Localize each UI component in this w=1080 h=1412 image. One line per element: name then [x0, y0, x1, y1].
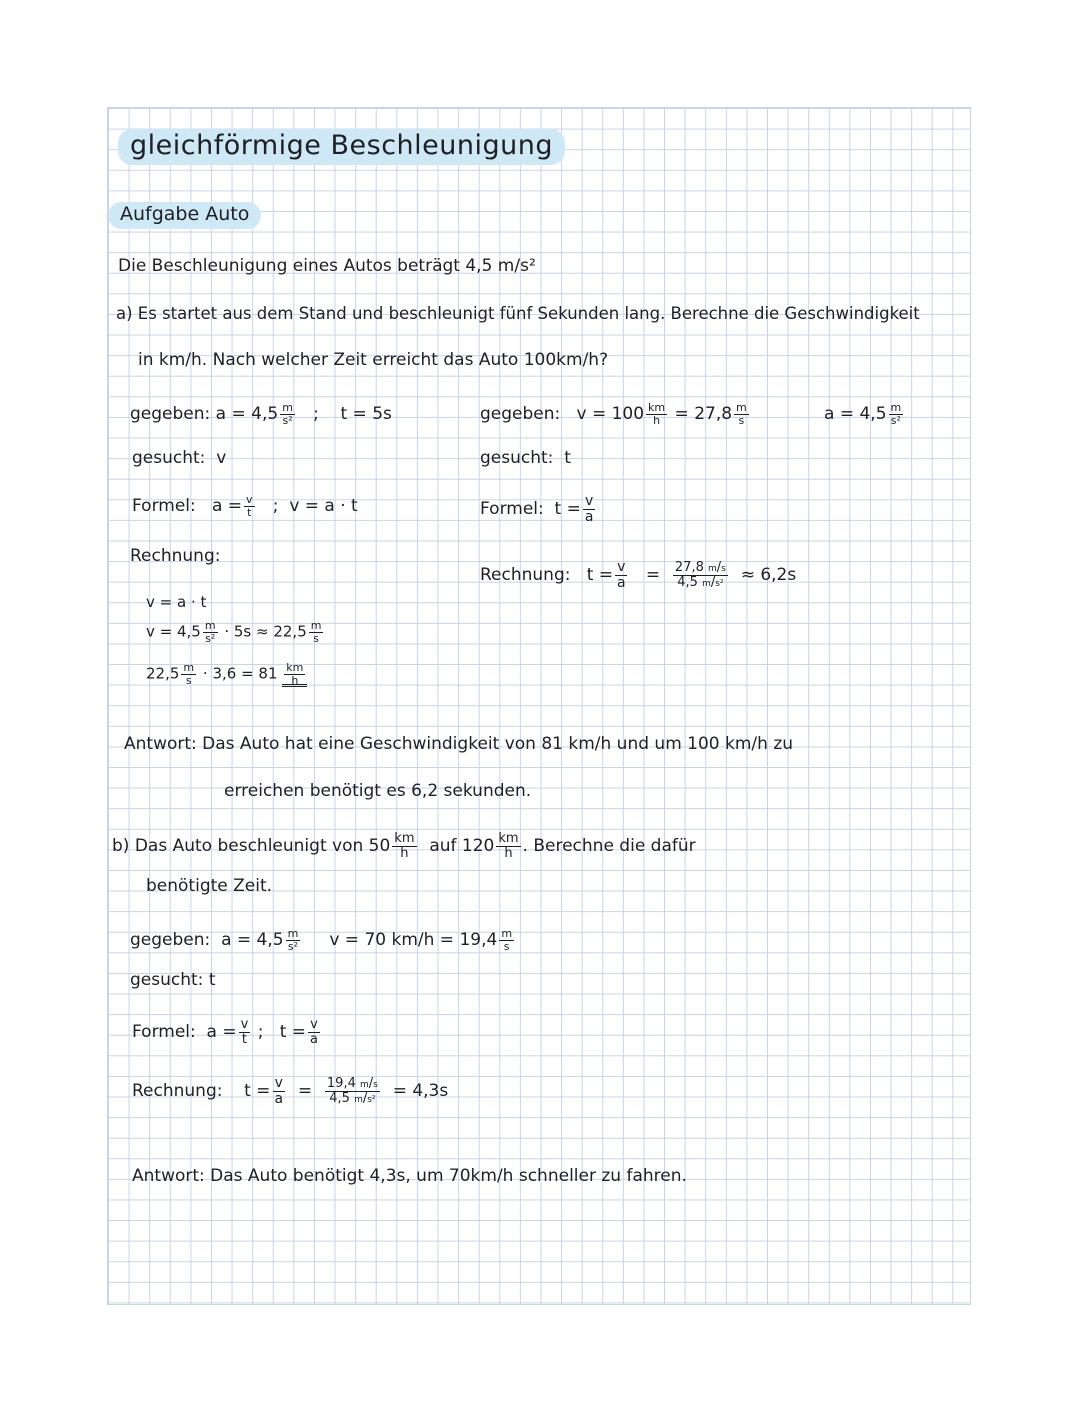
b-answer: Antwort: Das Auto benötigt 4,3s, um 70km/h schneller zu fahren. — [132, 1166, 687, 1186]
a-right-sought: gesucht: t — [480, 448, 571, 468]
task-heading: Aufgabe Auto — [108, 205, 261, 224]
a-right-calc: Rechnung: t = $\frac{v}{a}$ = $\frac{27,8 m/s}{\text{4,5 m/s²}}$ ≈ 6,2s — [480, 559, 797, 591]
intro-text: Die Beschleunigung eines Autos beträgt 4,5 m/s² — [118, 256, 536, 276]
unit-ms2: $\frac{m}{\text{s²}}$ — [282, 401, 293, 427]
a-formula: Formel: a = $\frac{v}{t}$ ; v = a · t — [132, 493, 358, 519]
part-a-question-line-2: in km/h. Nach welcher Zeit erreicht das Auto 100km/h? — [138, 350, 609, 370]
a-answer-line-2: erreichen benötigt es 6,2 sekunden. — [224, 781, 532, 801]
part-b-question-line-2: benötigte Zeit. — [146, 876, 273, 896]
a-sought: gesucht: v — [132, 448, 227, 468]
part-a-question-line-1: a) Es startet aus dem Stand und beschleunigt fünf Sekunden lang. Berechne die Geschwindigkeit — [116, 304, 920, 323]
a-given: gegeben: a = 4,5 $\frac{m}{\text{s²}}$ ; t = 5s — [130, 401, 392, 427]
a-right-formula: Formel: t = $\frac{v}{a}$ — [480, 493, 594, 525]
a-calc-line-3: 22,5 $\frac{m}{s}$ · 3,6 = 81 $\frac{km}{h}$ — [146, 662, 307, 686]
grid-paper — [107, 107, 971, 1305]
b-calc: Rechnung: t = $\frac{v}{a}$ = $\frac{19,4 m/s}{\text{4,5 m/s²}}$ = 4,3s — [132, 1075, 449, 1107]
a-answer-line-1: Antwort: Das Auto hat eine Geschwindigkeit von 81 km/h und um 100 km/h zu — [124, 734, 794, 754]
a-calc-line-1: v = a · t — [146, 593, 207, 611]
a-calc-line-2: v = 4,5 $\frac{m}{\text{s²}}$ · 5s ≈ 22,5 $\frac{m}{s}$ — [146, 619, 322, 645]
b-given: gegeben: a = 4,5 $\frac{m}{\text{s²}}$ v = 70 km/h = 19,4 $\frac{m}{s}$ — [130, 927, 513, 953]
b-formula: Formel: a = $\frac{v}{t}$ ; t = $\frac{v}{a}$ — [132, 1017, 318, 1047]
b-sought: gesucht: t — [130, 970, 216, 990]
a-right-given: gegeben: v = 100 $\frac{km}{h}$ = 27,8 $\frac{m}{s}$ — [480, 401, 747, 427]
part-b-question-line-1: b) Das Auto beschleunigt von 50 $\frac{km}{h}$ auf 120 $\frac{km}{h}$ . Berechne die dafür — [112, 831, 696, 861]
a-calc-label: Rechnung: — [130, 546, 221, 566]
a-right-given-a: a = 4,5 $\frac{m}{\text{s²}}$ — [824, 401, 902, 427]
page-title: gleichförmige Beschleunigung — [118, 132, 565, 159]
